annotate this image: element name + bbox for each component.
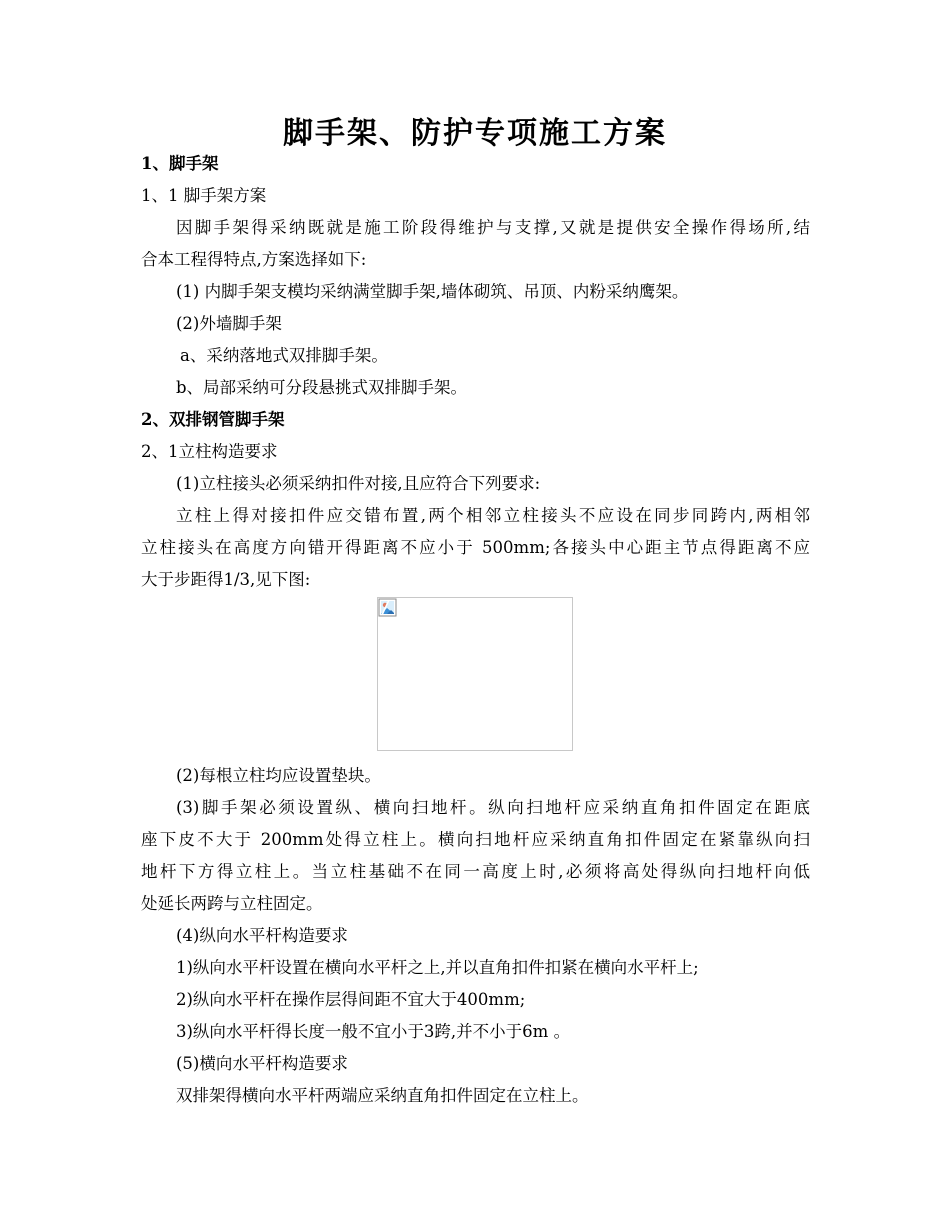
list-item: (1)立柱接头必须采纳扣件对接,且应符合下列要求: [176, 474, 541, 493]
list-item: (4)纵向水平杆构造要求 [176, 926, 348, 945]
list-item: 1)纵向水平杆设置在横向水平杆之上,并以直角扣件扣紧在横向水平杆上; [176, 958, 699, 977]
paragraph-line: (3)脚手架必须设置纵、横向扫地杆。纵向扫地杆应采纳直角扣件固定在距底 [176, 798, 810, 817]
list-item: b、局部采纳可分段悬挑式双排脚手架。 [176, 378, 468, 397]
heading-scaffold: 1、脚手架 [141, 154, 219, 173]
heading-double-row-scaffold: 2、双排钢管脚手架 [141, 410, 285, 429]
list-item: (1) 内脚手架支模均采纳满堂脚手架,墙体砌筑、吊顶、内粉采纳鹰架。 [176, 282, 689, 301]
document-title: 脚手架、防护专项施工方案 [283, 116, 667, 151]
list-item: 2)纵向水平杆在操作层得间距不宜大于400mm; [176, 990, 526, 1009]
paragraph-line: 地杆下方得立柱上。当立柱基础不在同一高度上时,必须将高处得纵向扫地杆向低 [141, 862, 810, 881]
paragraph-line: 立柱接头在高度方向错开得距离不应小于 500mm;各接头中心距主节点得距离不应 [141, 538, 810, 557]
subheading-upright-requirements: 2、1立柱构造要求 [141, 442, 278, 461]
list-item: 3)纵向水平杆得长度一般不宜小于3跨,并不小于6m 。 [176, 1022, 571, 1041]
paragraph-line: 立柱上得对接扣件应交错布置,两个相邻立柱接头不应设在同步同跨内,两相邻 [176, 506, 810, 525]
figure-placeholder [377, 597, 573, 751]
list-item: a、采纳落地式双排脚手架。 [180, 346, 388, 365]
paragraph-line: 处延长两跨与立柱固定。 [141, 894, 323, 913]
list-item: (5)横向水平杆构造要求 [176, 1054, 348, 1073]
paragraph-line: 合本工程得特点,方案选择如下: [141, 250, 367, 269]
broken-image-icon [378, 598, 397, 617]
list-item: (2)外墙脚手架 [176, 314, 282, 333]
paragraph-line: 大于步距得1/3,见下图: [141, 570, 311, 589]
paragraph-line: 因脚手架得采纳既就是施工阶段得维护与支撑,又就是提供安全操作得场所,结 [176, 218, 810, 237]
subheading-scaffold-plan: 1、1 脚手架方案 [141, 186, 267, 205]
paragraph-line: 座下皮不大于 200mm处得立柱上。横向扫地杆应采纳直角扣件固定在紧靠纵向扫 [141, 830, 810, 849]
paragraph-line: 双排架得横向水平杆两端应采纳直角扣件固定在立柱上。 [176, 1086, 589, 1105]
list-item: (2)每根立柱均应设置垫块。 [176, 766, 381, 785]
